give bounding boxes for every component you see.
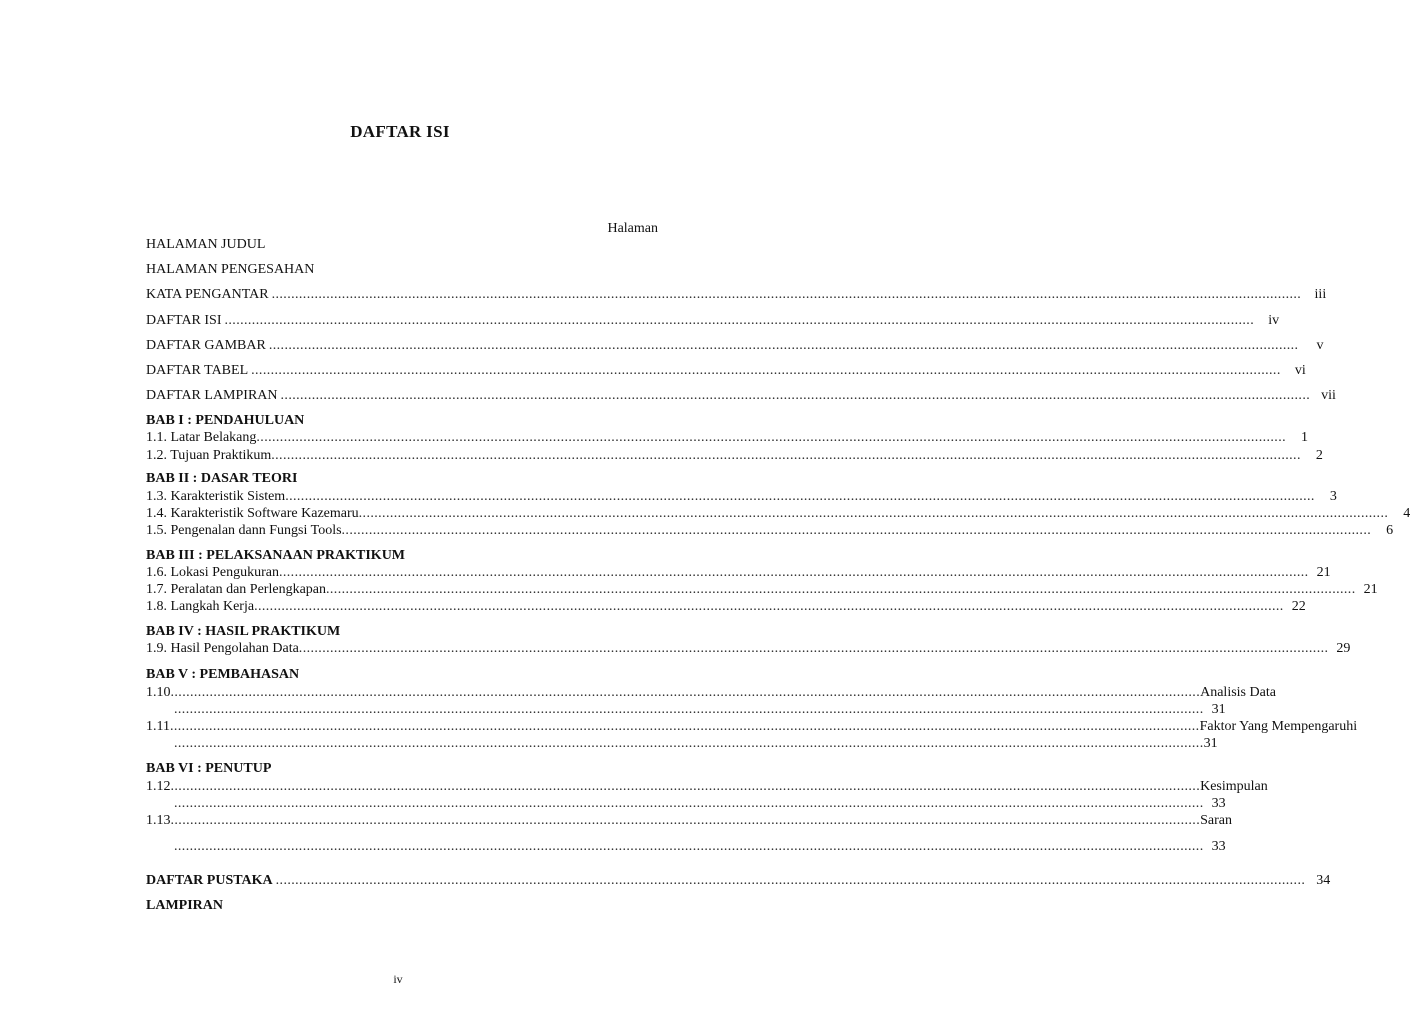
dot-leader: ........................................................................................................................................................................................................................................................................ (174, 736, 1204, 751)
toc-entry-1-4 (146, 506, 1410, 524)
toc-entry-1-1 (146, 430, 1309, 448)
dot-leader: ........................................................................................................................................................................................................................................................................ (170, 813, 1201, 828)
toc-entry-number: 1.10 (146, 685, 171, 700)
toc-entry-title: Kesimpulan (1200, 779, 1268, 794)
toc-entry-label: DAFTAR LAMPIRAN (146, 388, 278, 403)
toc-entry-label: 1.3. Karakteristik Sistem (146, 489, 286, 504)
toc-entry-1-9 (146, 641, 1351, 659)
toc-entry-page: 34 (1316, 873, 1331, 888)
toc-entry-daftar-isi (146, 313, 1280, 331)
toc-entry-page: 22 (1291, 599, 1306, 614)
toc-entry-daftar-gambar (146, 338, 1324, 356)
halaman-column-header: Halaman (607, 221, 658, 236)
page-number-footer: iv (393, 972, 403, 986)
chapter-heading-bab-6: BAB VI : PENUTUP (146, 761, 272, 776)
toc-entry-label: 1.5. Pengenalan dann Fungsi Tools (146, 523, 342, 538)
chapter-heading-bab-5: BAB V : PEMBAHASAN (146, 667, 300, 682)
dot-leader: ........................................................................................................................................................................................................................................................................ (275, 873, 1306, 888)
toc-entry-label: 1.6. Lokasi Pengukuran (146, 565, 279, 580)
toc-entry-page: 33 (1211, 796, 1226, 811)
toc-entry-label: 1.7. Peralatan dan Perlengkapan (146, 582, 326, 597)
toc-entry-number: 1.12 (146, 779, 171, 794)
toc-entry-1-8 (146, 599, 1306, 617)
toc-entry-label: DAFTAR TABEL (146, 363, 249, 378)
toc-entry-1-10-page-line (174, 702, 1226, 720)
toc-entry-daftar-lampiran (146, 388, 1336, 406)
toc-entry-page: 4 (1403, 506, 1410, 521)
toc-halaman-judul: HALAMAN JUDUL (146, 237, 266, 252)
toc-entry-label: 1.9. Hasil Pengolahan Data (146, 641, 299, 656)
toc-entry-title: Saran (1200, 813, 1232, 828)
dot-leader: ........................................................................................................................................................................................................................................................................ (170, 779, 1201, 794)
toc-entry-lampiran: LAMPIRAN (146, 898, 223, 913)
toc-entry-page: vii (1321, 388, 1336, 403)
chapter-heading-bab-1: BAB I : PENDAHULUAN (146, 413, 305, 428)
toc-entry-page: 31 (1203, 736, 1218, 751)
toc-entry-number: 1.11 (146, 719, 170, 734)
toc-entry-label: 1.2. Tujuan Praktikum (146, 448, 272, 463)
dot-leader: ........................................................................................................................................................................................................................................................................ (341, 523, 1372, 538)
toc-entry-label: 1.4. Karakteristik Software Kazemaru (146, 506, 359, 521)
toc-entry-page: 29 (1336, 641, 1351, 656)
toc-entry-title: Faktor Yang Mempengaruhi (1199, 719, 1358, 734)
dot-leader: ........................................................................................................................................................................................................................................................................ (256, 430, 1287, 445)
toc-entry-1-7 (146, 582, 1378, 600)
toc-entry-title: Analisis Data (1200, 685, 1276, 700)
dot-leader: ........................................................................................................................................................................................................................................................................ (278, 565, 1309, 580)
toc-halaman-pengesahan: HALAMAN PENGESAHAN (146, 262, 315, 277)
toc-entry-label: DAFTAR PUSTAKA (146, 873, 273, 888)
toc-entry-label: DAFTAR GAMBAR (146, 338, 266, 353)
toc-entry-1-11 (146, 719, 1358, 737)
toc-entry-page: iv (1268, 313, 1280, 328)
toc-entry-label: KATA PENGANTAR (146, 287, 269, 302)
dot-leader: ........................................................................................................................................................................................................................................................................ (285, 489, 1315, 504)
toc-entry-daftar-pustaka (146, 873, 1331, 891)
dot-leader: ........................................................................................................................................................................................................................................................................ (254, 599, 1284, 614)
dot-leader: ........................................................................................................................................................................................................................................................................ (358, 506, 1389, 521)
dot-leader: ........................................................................................................................................................................................................................................................................ (174, 702, 1204, 717)
toc-entry-page: 6 (1386, 523, 1394, 538)
toc-entry-page: 33 (1211, 839, 1226, 854)
toc-entry-1-5 (146, 523, 1394, 541)
toc-entry-page: 21 (1363, 582, 1378, 597)
toc-entry-1-12-page-line (174, 796, 1226, 814)
toc-entry-page: 1 (1301, 430, 1309, 445)
toc-entry-page: vi (1294, 363, 1306, 378)
toc-entry-1-6 (146, 565, 1331, 583)
toc-entry-page: iii (1314, 287, 1327, 302)
dot-leader: ........................................................................................................................................................................................................................................................................ (169, 719, 1200, 734)
toc-entry-1-10 (146, 685, 1276, 703)
toc-entry-1-13 (146, 813, 1232, 831)
dot-leader: ........................................................................................................................................................................................................................................................................ (326, 582, 1356, 597)
chapter-heading-bab-2: BAB II : DASAR TEORI (146, 471, 298, 486)
toc-entry-1-2 (146, 448, 1323, 466)
toc-entry-page: v (1316, 338, 1324, 353)
dot-leader: ........................................................................................................................................................................................................................................................................ (271, 287, 1302, 302)
toc-entry-page: 31 (1211, 702, 1226, 717)
toc-entry-label: 1.1. Latar Belakang (146, 430, 257, 445)
toc-entry-1-13-page-line (174, 839, 1226, 857)
toc-entry-label: 1.8. Langkah Kerja (146, 599, 255, 614)
dot-leader: ........................................................................................................................................................................................................................................................................ (174, 796, 1204, 811)
toc-entry-page: 21 (1316, 565, 1331, 580)
toc-entry-1-11-page-line (174, 736, 1218, 754)
toc-entry-page: 3 (1329, 489, 1337, 504)
dot-leader: ........................................................................................................................................................................................................................................................................ (170, 685, 1201, 700)
toc-entry-1-12 (146, 779, 1268, 797)
dot-leader: ........................................................................................................................................................................................................................................................................ (298, 641, 1329, 656)
chapter-heading-bab-4: BAB IV : HASIL PRAKTIKUM (146, 624, 341, 639)
dot-leader: ........................................................................................................................................................................................................................................................................ (268, 338, 1299, 353)
toc-entry-kata-pengantar (146, 287, 1327, 305)
dot-leader: ........................................................................................................................................................................................................................................................................ (271, 448, 1301, 463)
toc-entry-page: 2 (1315, 448, 1323, 463)
toc-entry-number: 1.13 (146, 813, 171, 828)
chapter-heading-bab-3: BAB III : PELAKSANAAN PRAKTIKUM (146, 548, 406, 563)
dot-leader: ........................................................................................................................................................................................................................................................................ (224, 313, 1255, 328)
toc-entry-1-3 (146, 489, 1337, 507)
toc-entry-daftar-tabel (146, 363, 1306, 381)
dot-leader: ........................................................................................................................................................................................................................................................................ (280, 388, 1311, 403)
dot-leader: ........................................................................................................................................................................................................................................................................ (251, 363, 1281, 378)
dot-leader: ........................................................................................................................................................................................................................................................................ (174, 839, 1204, 854)
page-title: DAFTAR ISI (350, 122, 450, 141)
toc-entry-label: DAFTAR ISI (146, 313, 222, 328)
